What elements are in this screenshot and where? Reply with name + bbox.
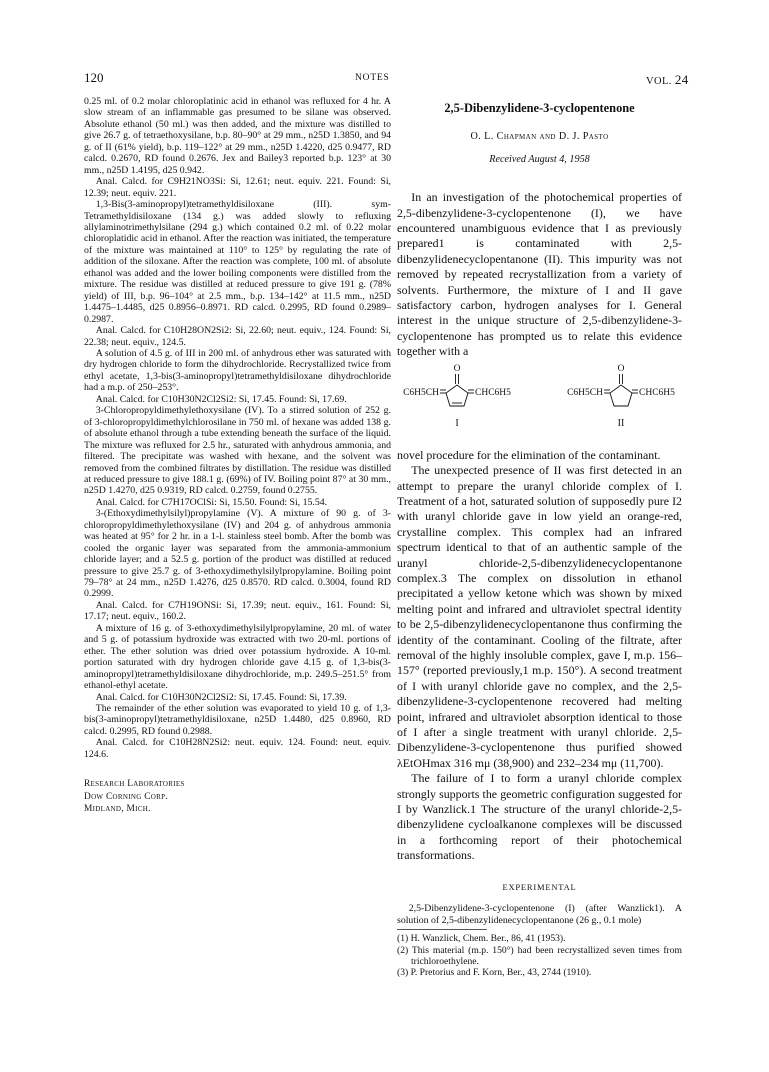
affiliation-line: Research Laboratories: [84, 779, 185, 790]
substituent-II-right: CHC6H5: [639, 387, 675, 398]
experimental-paragraph: 2,5-Dibenzylidene-3-cyclopentenone (I) (after Wanzlick1). A solution of 2,5-dibenzylidenecyclopentanone (26 g., 0.1 mole): [397, 903, 682, 926]
analysis-line: Anal. Calcd. for C7H17OClSi: Si, 15.50. Found: Si, 15.54.: [95, 496, 328, 508]
analysis-line: Anal. Calcd. for C10H28ON2Si2: Si, 22.60; neut. equiv., 124. Found: Si, 22.38; neut. equiv., 124.5.: [84, 325, 391, 348]
analysis-line: Anal. Calcd. for C7H19ONSi: Si, 17.39; neut. equiv., 161. Found: Si, 17.17; neut. equiv., 160.2.: [84, 599, 391, 623]
oxygen-label-I: O: [453, 363, 461, 374]
intro-paragraph: In an investigation of the photochemical properties of 2,5-dibenzylidene-3-cyclopentenone (I), we have encountered unambiguous evidence that I as previously prepared1 is contaminated with 2,5-dibenzylidenecyclopentanone (II). This impurity was not removed by repeated recrystallization from a variety of solvents. Furthermore, the mixture of I and II gave satisfactory carbon, hydrogen analyses for I. General interest in the unique structure of 2,5-dibenzylidene-3-cyclopentenone has prompted us to relate this evidence together with a: [397, 190, 682, 359]
footnote: (2) This material (m.p. 150°) had been recrystallized seven times from trichloroethylene.: [397, 944, 682, 968]
affiliation-block: [84, 778, 391, 816]
compound-label-II: II: [617, 417, 625, 429]
volume-prefix: VOL.: [646, 76, 672, 87]
left-paragraph: 0.25 ml. of 0.2 molar chloroplatinic acid in ethanol was refluxed for 4 hr. A slow stream of an inflammable gas presumed to be silane was observed. Absolute ethanol (50 ml.) was then added, and the mixture was distilled to give 26.7 g. of tetraethoxysilane, b.p. 80–90° at 29 mm., n25D 1.3850, and 94 g. of II (61% yield), b.p. 119–122° at 29 mm., n25D 1.4220, d25 0.9477, RD calcd. 0.2670, RD found 0.2676. Jex and Bailey3 reported b.p. 123° at 30 mm., n25D 1.4195, d25 0.942.: [84, 96, 391, 176]
volume-number: 24: [674, 72, 689, 87]
left-paragraph: 3-Chloropropyldimethylethoxysilane (IV). To a stirred solution of 252 g. of 3-chloropropyldimethylchlorosilane in 750 ml. of hexane was added 138 g. of absolute ethanol through a tube extending beneath the surface of the liquid. The mixture was refluxed for 2.5 hr., saturated with anhydrous ammonia, and filtered. The precipitate was washed with hexane, and the solvent was removed from the combined filtrates by distillation. The residue was distilled at reduced pressure to give 188.1 g. (69%) of IV. Boiling point 87° at 30 mm., n25D 1.4270, d25 0.9319, RD calcd. 0.2759, found 0.2755.: [84, 405, 391, 497]
structure-I: [403, 364, 511, 429]
experimental-heading: EXPERIMENTAL: [502, 881, 577, 892]
volume-label: [646, 72, 689, 88]
body-paragraph: novel procedure for the elimination of the contaminant.: [397, 447, 661, 462]
left-paragraph: 3-(Ethoxydimethylsilyl)propylamine (V). A mixture of 90 g. of 3-chloropropyldimethylethoxysilane (IV) and 204 g. of anhydrous ammonia was heated at 95° for 2 hr. in a 1-l. stainless steel bomb. After the bomb was cooled the organic layer was separated from the ammonia-ammonium chloride layer; and a 52.5 g. portion of the product was distilled at reduced pressure to give 25.7 g. of 3-ethoxydimethylsilylpropylamine. Boiling point 79–78° at 24 mm., n25D 1.4276, d25 0.8570. RD calcd. 0.3004, found RD 0.2999.: [84, 508, 391, 600]
footnote: (1) H. Wanzlick, Chem. Ber., 86, 41 (1953).: [397, 933, 566, 945]
affiliation-line: Dow Corning Corp.: [84, 791, 168, 802]
section-header: NOTES: [355, 73, 390, 83]
right-column: [397, 101, 682, 979]
footnote-rule: [397, 929, 487, 930]
substituent-I-left: C6H5CH: [403, 387, 439, 398]
footnote: (3) P. Pretorius and F. Korn, Ber., 43, 2744 (1910).: [397, 967, 592, 979]
chemical-structures: [397, 362, 682, 444]
analysis-line: Anal. Calcd. for C10H28N2Si2: neut. equiv. 124. Found: neut. equiv. 124.6.: [84, 737, 391, 760]
received-date: Received August 4, 1958: [489, 153, 590, 165]
footnotes: [397, 933, 682, 979]
structure-II: [567, 364, 675, 429]
left-paragraph: A solution of 4.5 g. of III in 200 ml. of anhydrous ether was saturated with dry hydrogen chloride to form the dihydrochloride. Recrystallized twice from ethyl acetate, 1,3-bis(3-aminopropyl)tetramethyldisiloxane dihydrochloride had a m.p. of 250–253°.: [84, 347, 391, 394]
left-paragraph: A mixture of 16 g. of 3-ethoxydimethylsilylpropylamine, 20 ml. of water and 5 g. of potassium hydroxide was extracted with two 20-ml. portions of ether. The ether solution was dried over potassium hydroxide. A 10-ml. portion saturated with dry hydrogen chloride gave 4.15 g. of 1,3-bis(3-aminopropyl)tetramethyldisiloxane dihydrochloride, m.p. 249.5–251.5° from ethanol-ethyl acetate.: [84, 622, 391, 692]
analysis-line: Anal. Calcd. for C9H21NO3Si: Si, 12.61; neut. equiv. 221. Found: Si, 12.39; neut. equiv. 221.: [84, 176, 391, 199]
left-column: [84, 96, 391, 816]
body-paragraph: The failure of I to form a uranyl chloride complex strongly supports the geometric configuration suggested for I by Wanzlick.1 The structure of the uranyl chloride-2,5-dibenzylidene cycloalkanone complexes will be discussed in a forthcoming report of their photochemical transformations.: [397, 771, 682, 863]
analysis-line: Anal. Calcd. for C10H30N2Cl2Si2: Si, 17.45. Found: Si, 17.69.: [95, 393, 347, 405]
article-title: 2,5-Dibenzylidene-3-cyclopentenone: [444, 101, 635, 115]
substituent-I-right: CHC6H5: [475, 387, 511, 398]
page-number: 120: [84, 70, 104, 85]
article-authors: O. L. Chapman and D. J. Pasto: [470, 131, 609, 143]
substituent-II-left: C6H5CH: [567, 387, 603, 398]
compound-label-I: I: [455, 417, 459, 429]
body-paragraph: The unexpected presence of II was first detected in an attempt to prepare the uranyl chloride complex of I. Treatment of a hot, saturated solution of supposedly pure I2 with uranyl chloride gave in low yield an orange-red, crystalline complex. This complex had an infrared spectrum identical to that of an authentic sample of the uranyl chloride-2,5-dibenzylidenecyclopentanone complex.3 The complex on dissolution in ethanol precipitated a yellow ketone which was shown by mixed melting point and infrared and ultraviolet spectral identity to be 2,5-dibenzylidenecyclopentanone thus confirming the identity of the contaminant. Cooling of the filtrate, after removal of the highly insoluble complex, gave I, m.p. 156–157° (reported previously,1 m.p. 150°). A second treatment of I with uranyl chloride gave no complex, and the 2,5-dibenzylidene-3-cyclopentenone recovered had melting point, infrared and ultraviolet absorption identical to those of I after a single treatment with uranyl chloride. 2,5-Dibenzylidene-3-cyclopentenone thus purified showed λEtOHmax 316 mμ (38,900) and 232–234 mμ (11,700).: [397, 463, 682, 770]
affiliation-line: Midland, Mich.: [84, 804, 151, 815]
left-paragraph: The remainder of the ether solution was evaporated to yield 10 g. of 1,3-bis(3-aminopropyl)tetramethyldisiloxane, n25D 1.4480, d25 0.8960, RD calcd. 0.2995, RD found 0.2988.: [84, 703, 391, 737]
analysis-line: Anal. Calcd. for C10H30N2Cl2Si2: Si, 17.45. Found: Si, 17.39.: [95, 691, 347, 703]
oxygen-label-II: O: [617, 363, 625, 374]
left-paragraph: 1,3-Bis(3-aminopropyl)tetramethyldisiloxane (III). sym-Tetramethyldisiloxane (134 g.) was added slowly to refluxing allylaminotrimethylsilane (294 g.) which contained 0.2 ml. of 0.22 molar chloroplatidic acid in ethanol. After the reaction was initiated, the temperature of the mixture was maintained at 110° to 125° by regulating the rate of addition of the siloxane. After the reaction was complete, 100 ml. of absolute ethanol was added and the lower boiling components were distilled from the mixture. The residue was distilled at reduced pressure to give 191 g. (78% yield) of III, b.p. 96–104° at 2.5 mm., b.p. 134–142° at 11.5 mm., n25D 1.4475–1.4485, d25 0.8956–0.8971. RD calcd. 0.2995, RD found 0.2989–0.2987.: [84, 199, 391, 325]
